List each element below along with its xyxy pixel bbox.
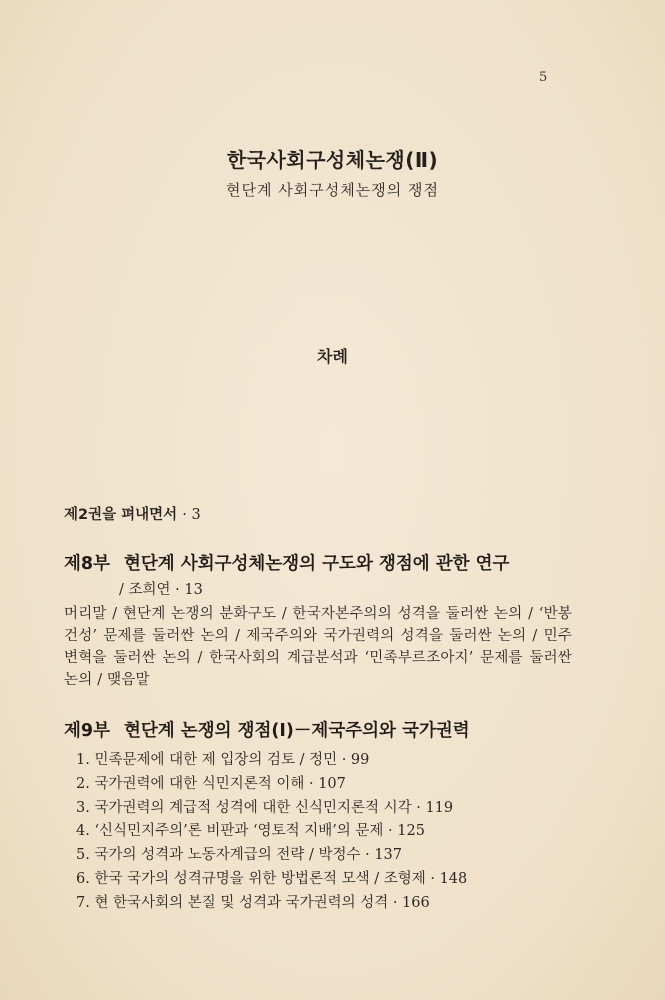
chapter-item: 6. 한국 국가의 성격규명을 위한 방법론적 모색 / 조형제 · 148 xyxy=(76,870,468,887)
toc-part-8 xyxy=(64,550,574,691)
part-8-summary: 머리말 / 현단계 논쟁의 분화구도 / 한국자본주의의 성격을 둘러싼 논의 / ‘반봉건성’ 문제를 둘러싼 논의 / 제국주의와 국가권력의 성격을 둘러싼 논의 / 민주변혁을 둘러싼 논의 / 한국사회의 계급분석과 ‘민족부르조아지’ 문제를 둘러싼 논의 / 맺음말 xyxy=(64,606,572,688)
part-8-author: / 조희연 · 13 xyxy=(119,582,203,598)
chapter-item: 5. 국가의 성격과 노동자계급의 전략 / 박정수 · 137 xyxy=(76,847,402,864)
part-9-number: 제9부 xyxy=(64,721,110,741)
book-title: 한국사회구성체논쟁(Ⅱ) xyxy=(226,148,439,172)
table-of-contents xyxy=(64,503,574,916)
part-8-number: 제8부 xyxy=(64,554,110,574)
preface-page: · 3 xyxy=(182,507,201,523)
chapter-item: 7. 현 한국사회의 본질 및 성격과 국가권력의 성격 · 166 xyxy=(76,894,430,911)
toc-heading: 차례 xyxy=(317,347,348,366)
chapter-item: 3. 국가권력의 계급적 성격에 대한 신식민지론적 시각 · 119 xyxy=(76,799,454,816)
preface-label: 제2권을 펴내면서 xyxy=(64,507,178,523)
chapter-item: 1. 민족문제에 대한 제 입장의 검토 / 정민 · 99 xyxy=(76,752,370,768)
part-8-heading xyxy=(64,550,574,575)
chapter-item: 4. ‘신식민지주의’론 비판과 ‘영토적 지배’의 문제 · 125 xyxy=(76,823,425,840)
title-block xyxy=(0,144,665,200)
chapter-item: 2. 국가권력에 대한 식민지론적 이해 · 107 xyxy=(76,775,346,792)
part-9-heading xyxy=(64,717,574,742)
book-subtitle: 현단계 사회구성체논쟁의 쟁점 xyxy=(226,181,439,199)
part-9-title: 현단계 논쟁의 쟁점(Ⅰ)－제국주의와 국가권력 xyxy=(124,721,470,741)
part-9-chapter-list xyxy=(76,749,574,916)
part-8-title: 현단계 사회구성체논쟁의 구도와 쟁점에 관한 연구 xyxy=(124,554,510,574)
page-number: 5 xyxy=(539,70,548,85)
toc-part-9 xyxy=(64,717,574,916)
toc-entry-preface xyxy=(64,503,574,524)
